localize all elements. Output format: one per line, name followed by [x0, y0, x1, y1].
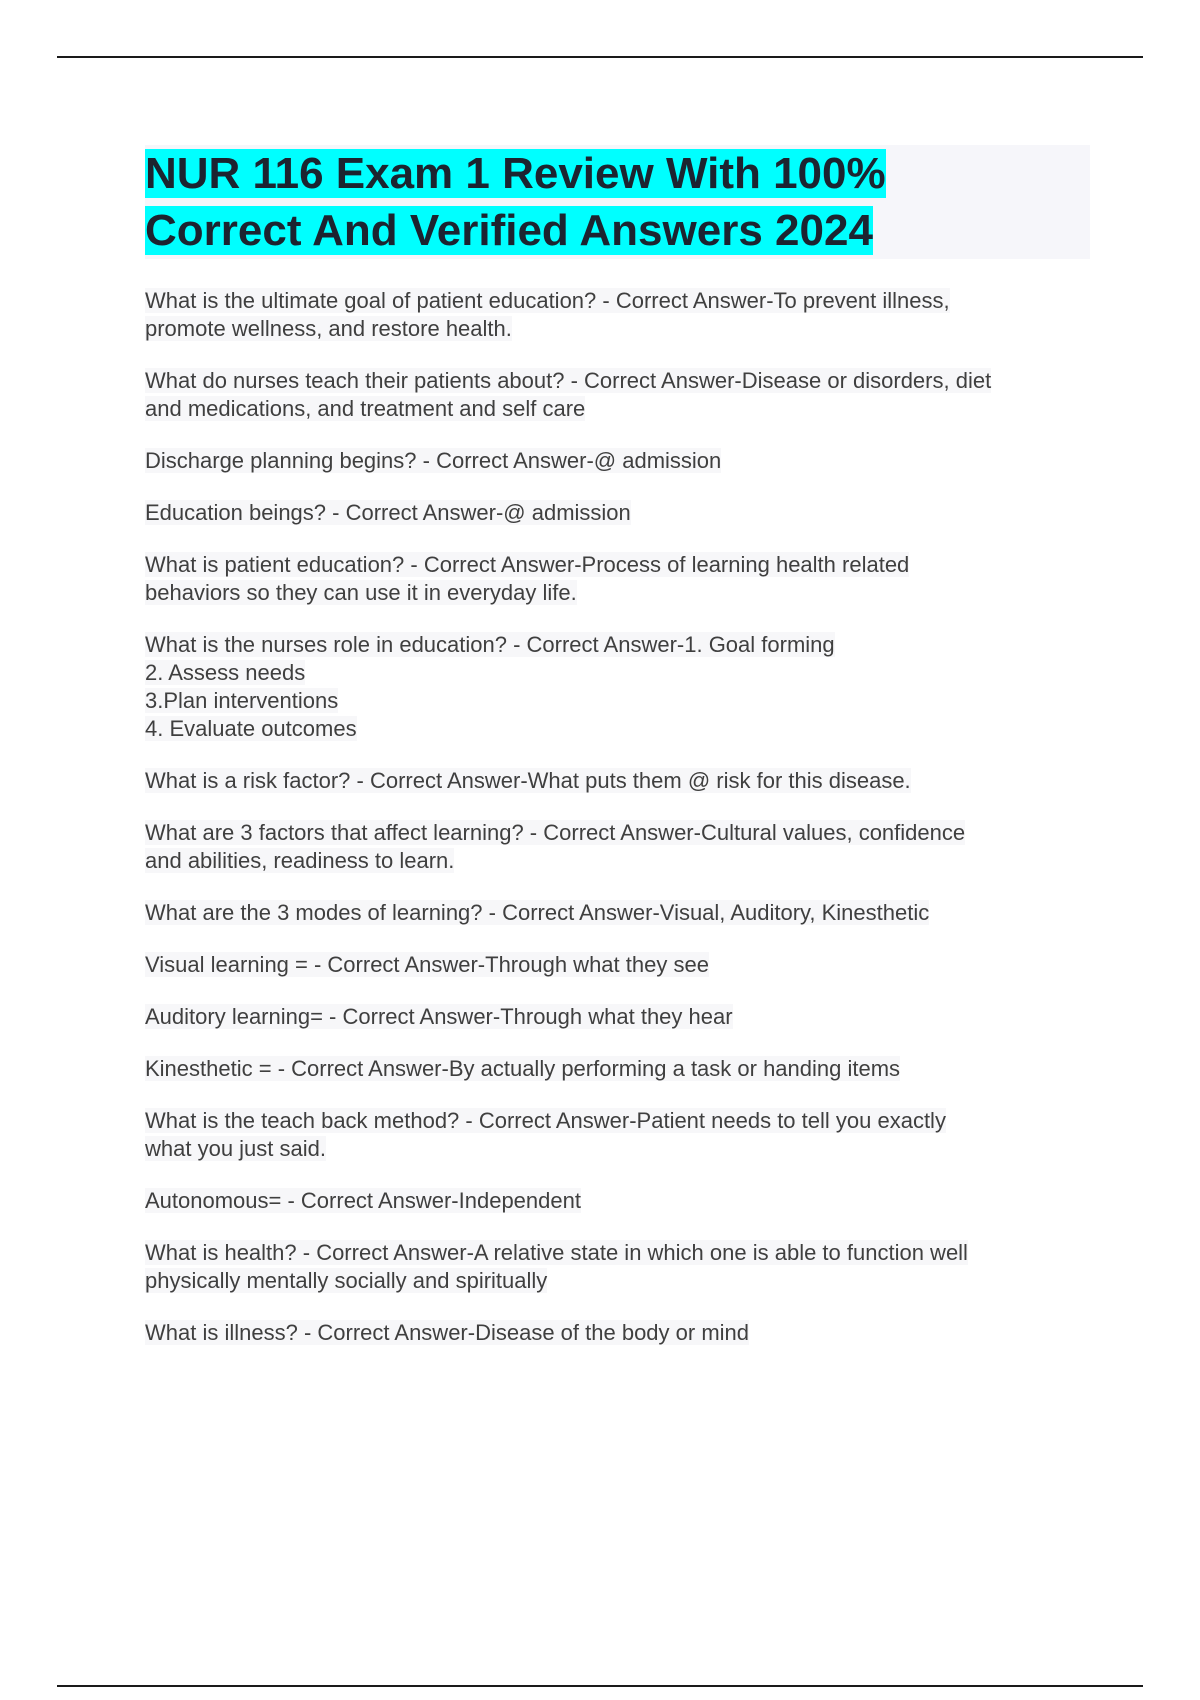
qa-line: What are the 3 modes of learning? - Correct Answer-Visual, Auditory, Kinesthetic	[145, 900, 930, 925]
qa-line: 4. Evaluate outcomes	[145, 716, 357, 741]
qa-item	[145, 819, 1090, 875]
qa-item	[145, 1239, 1090, 1295]
qa-line: and medications, and treatment and self care	[145, 396, 586, 421]
qa-list	[145, 287, 1090, 1347]
qa-line: Autonomous= - Correct Answer-Independent	[145, 1188, 581, 1213]
bottom-rule	[57, 1685, 1143, 1687]
document-body	[145, 145, 1090, 1371]
qa-line: What is the nurses role in education? - Correct Answer-1. Goal forming	[145, 632, 835, 657]
title-line-2: Correct And Verified Answers 2024	[145, 206, 873, 255]
qa-line: Discharge planning begins? - Correct Answer-@ admission	[145, 448, 722, 473]
qa-item	[145, 1003, 1090, 1031]
title-line-1: NUR 116 Exam 1 Review With 100%	[145, 149, 886, 198]
qa-item	[145, 367, 1090, 423]
qa-line: Education beings? - Correct Answer-@ admission	[145, 500, 631, 525]
qa-item	[145, 551, 1090, 607]
qa-line: 3.Plan interventions	[145, 688, 339, 713]
qa-item	[145, 1107, 1090, 1163]
qa-line: What are 3 factors that affect learning? - Correct Answer-Cultural values, confidence	[145, 820, 966, 845]
qa-line: physically mentally socially and spiritually	[145, 1268, 548, 1293]
qa-item	[145, 1187, 1090, 1215]
qa-line: What is patient education? - Correct Answer-Process of learning health related	[145, 552, 910, 577]
qa-item	[145, 1319, 1090, 1347]
qa-line: What is the ultimate goal of patient education? - Correct Answer-To prevent illness,	[145, 288, 950, 313]
qa-item	[145, 951, 1090, 979]
qa-item	[145, 899, 1090, 927]
qa-line: behaviors so they can use it in everyday life.	[145, 580, 577, 605]
qa-line: 2. Assess needs	[145, 660, 306, 685]
qa-line: Visual learning = - Correct Answer-Through what they see	[145, 952, 709, 977]
qa-line: What is health? - Correct Answer-A relative state in which one is able to function well	[145, 1240, 968, 1265]
qa-line: What is the teach back method? - Correct Answer-Patient needs to tell you exactly	[145, 1108, 946, 1133]
qa-item	[145, 1055, 1090, 1083]
qa-line: What do nurses teach their patients about? - Correct Answer-Disease or disorders, diet	[145, 368, 992, 393]
qa-line: Auditory learning= - Correct Answer-Through what they hear	[145, 1004, 733, 1029]
qa-item	[145, 767, 1090, 795]
qa-item	[145, 287, 1090, 343]
top-rule	[57, 56, 1143, 58]
qa-line: what you just said.	[145, 1136, 326, 1161]
page-title	[145, 145, 1090, 259]
title-block	[145, 145, 1090, 259]
qa-item	[145, 447, 1090, 475]
qa-line: promote wellness, and restore health.	[145, 316, 512, 341]
qa-item	[145, 499, 1090, 527]
qa-item	[145, 631, 1090, 743]
qa-line: What is a risk factor? - Correct Answer-What puts them @ risk for this disease.	[145, 768, 911, 793]
qa-line: and abilities, readiness to learn.	[145, 848, 455, 873]
qa-line: What is illness? - Correct Answer-Disease of the body or mind	[145, 1320, 750, 1345]
qa-line: Kinesthetic = - Correct Answer-By actually performing a task or handing items	[145, 1056, 901, 1081]
